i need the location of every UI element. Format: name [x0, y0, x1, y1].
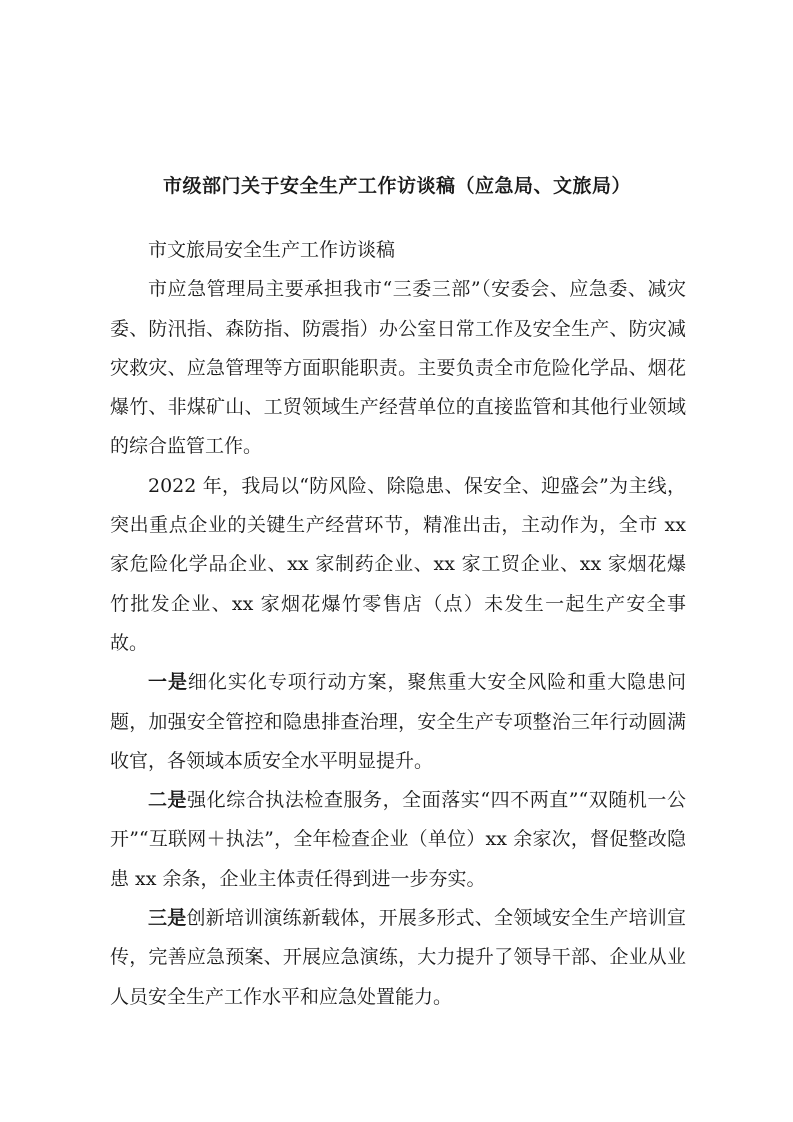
- document-title: 市级部门关于安全生产工作访谈稿（应急局、文旅局）: [162, 175, 631, 197]
- paragraph-text: 强化综合执法检查服务，全面落实“四不两直”“双随机一公开”“互联网＋执法”，全年检查企业（单位）xx 余家次，督促整改隐患 xx 余条，企业主体责任得到进一步夯实。: [110, 789, 686, 890]
- document-body: [110, 231, 686, 1017]
- paragraph-lead: 二是: [148, 789, 188, 812]
- paragraph-lead: 一是: [148, 671, 188, 694]
- paragraph-point-one: [110, 663, 686, 781]
- paragraph-text: 2022 年，我局以“防风险、除隐患、保安全、迎盛会”为主线，突出重点企业的关键生产经营环节，精准出击，主动作为，全市 xx 家危险化学品企业、xx 家制药企业、xx 家工贸企业、xx 家烟花爆竹批发企业、xx 家烟花爆竹零售店（点）未发生一起生产安全事故。: [110, 474, 686, 654]
- paragraph-point-three: [110, 899, 686, 1017]
- paragraph-text: 市文旅局安全生产工作访谈稿: [148, 239, 396, 261]
- paragraph-point-two: [110, 781, 686, 899]
- paragraph-intro: [110, 270, 686, 466]
- paragraph-text: 细化实化专项行动方案，聚焦重大安全风险和重大隐患问题，加强安全管控和隐患排查治理，安全生产专项整治三年行动圆满收官，各领域本质安全水平明显提升。: [110, 671, 686, 772]
- paragraph-2022-summary: [110, 467, 686, 663]
- paragraph-text: 创新培训演练新载体，开展多形式、全领域安全生产培训宣传，完善应急预案、开展应急演练，大力提升了领导干部、企业从业人员安全生产工作水平和应急处置能力。: [110, 907, 686, 1008]
- paragraph-text: 市应急管理局主要承担我市“三委三部”（安委会、应急委、减灾委、防汛指、森防指、防震指）办公室日常工作及安全生产、防灾减灾救灾、应急管理等方面职能职责。主要负责全市危险化学品、烟花爆竹、非煤矿山、工贸领域生产经营单位的直接监管和其他行业领域的综合监管工作。: [110, 278, 686, 458]
- paragraph-subtitle: [110, 231, 686, 270]
- paragraph-lead: 三是: [148, 907, 187, 930]
